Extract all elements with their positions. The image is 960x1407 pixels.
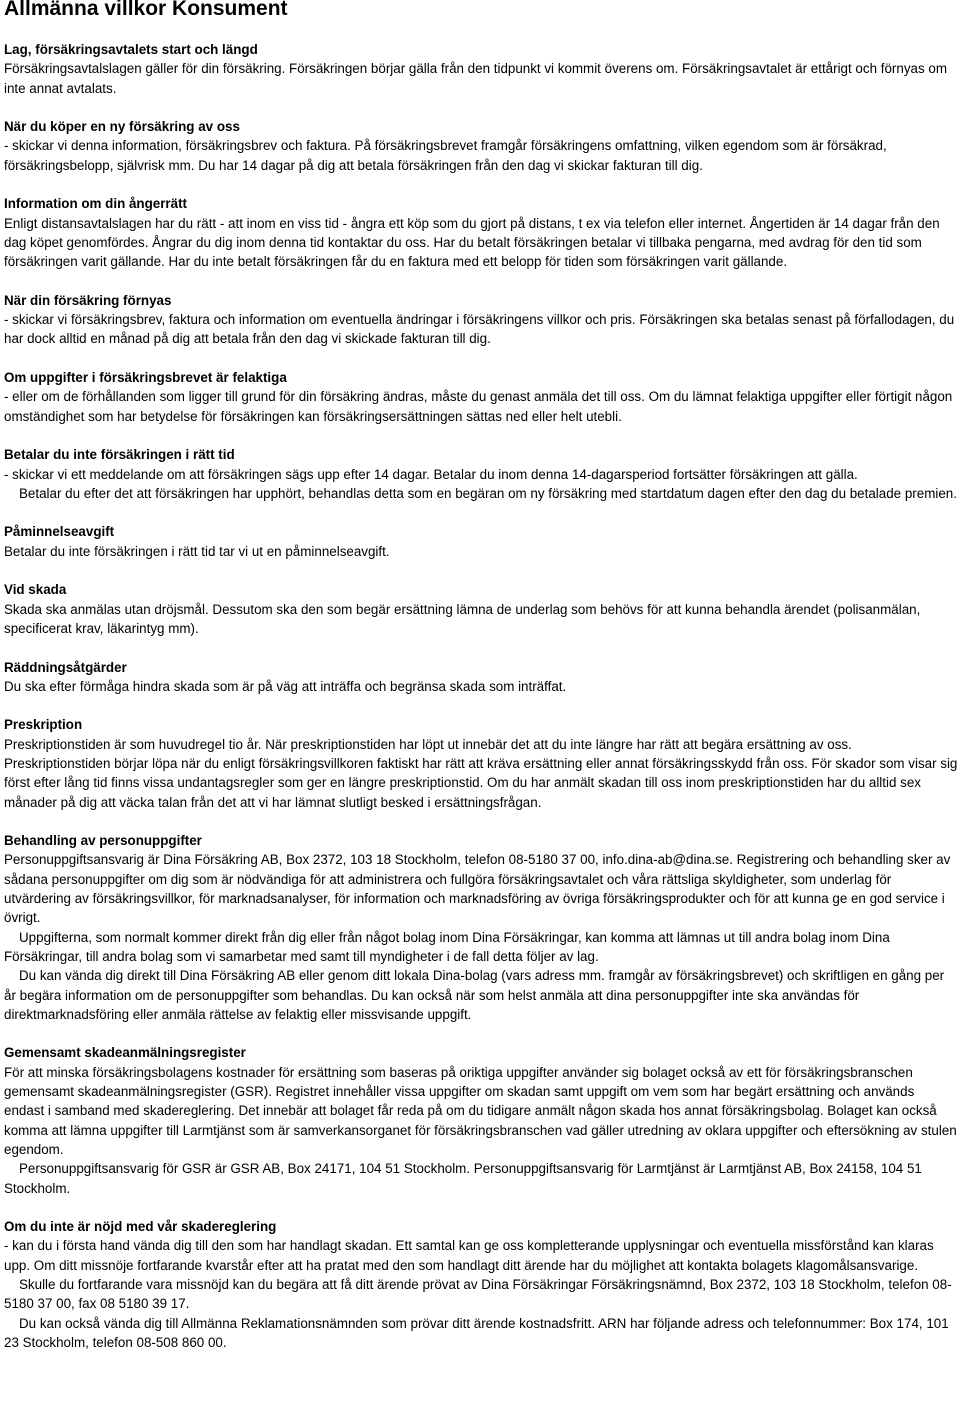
page-title: Allmänna villkor Konsument — [4, 0, 288, 20]
section-heading: Betalar du inte försäkringen i rätt tid — [4, 447, 235, 463]
section-paragraph: Du ska efter förmåga hindra skada som är på väg att inträffa och begränsa skada som inträffat. — [4, 678, 567, 694]
section-heading: Preskription — [4, 717, 83, 733]
section-paragraph: Personuppgiftsansvarig för GSR är GSR AB, Box 24171, 104 51 Stockholm. Personuppgiftsansvarig för Larmtjänst är Larmtjänst AB, Box 24158, 104 51 Stockholm. — [4, 1161, 922, 1196]
section-heading: Behandling av personuppgifter — [4, 833, 202, 849]
section-heading: När din försäkring förnyas — [4, 292, 172, 308]
section-paragraph: Uppgifterna, som normalt kommer direkt från dig eller från något bolag inom Dina Försäkringar, kan komma att lämnas ut till andra bolag inom Dina Försäkringar, till andra bolag som vi samarbetar med samt till myndigheter i de fall detta följer av lag. — [4, 929, 890, 964]
section-paragraph: Personuppgiftsansvarig är Dina Försäkring AB, Box 2372, 103 18 Stockholm, telefon 08-5180 37 00, info.dina-ab@dina.se. Registrering och behandling sker av sådana personuppgifter om dig som är nödvändiga för att administrera och fullgöra försäkringsavtalet och våra rättsliga skyldigheter, som underlag för utvärdering av försäkringsvillkor, för marknadsanalyser, för information och marknadsföring av övriga försäkringsprodukter och för att kunna ge en god service i övrigt. — [4, 852, 951, 926]
section-paragraph: Preskriptionstiden är som huvudregel tio år. När preskriptionstiden har löpt ut innebär det att du inte längre har rätt att begära ersättning av oss. Preskriptionstiden börjar löpa när du enligt försäkringsvillkoren faktiskt har rätt att kräva ersättning eller annat försäkringsskydd från oss. För skador som visar sig först efter lång tid finns vissa undantagsregler som ger en längre preskriptionstid. Om du har anmält skadan till oss inom preskriptionstiden har du alltid sex månader på dig att väcka talan från det att vi har lämnat slutligt besked i ersättningsfrågan. — [4, 736, 958, 810]
section-skadeanmalningsregister — [4, 1043, 958, 1197]
section-heading: Påminnelseavgift — [4, 524, 115, 540]
section-paragraph: Skulle du fortfarande vara missnöjd kan du begära att få ditt ärende prövat av Dina Försäkringar Försäkringsnämnd, Box 2372, 103 18 Stockholm, telefon 08-5180 37 00, fax 08 5180 39 17. — [4, 1277, 952, 1312]
section-angerratt — [4, 194, 958, 271]
section-heading: Lag, försäkringsavtalets start och längd — [4, 42, 258, 57]
document-body — [4, 40, 958, 1371]
section-ny-forsakring — [4, 117, 958, 175]
section-paragraph: Du kan också vända dig till Allmänna Reklamationsnämnden som prövar ditt ärende kostnadsfritt. ARN har följande adress och telefonnummer: Box 174, 101 23 Stockholm, telefon 08-508 860 00. — [4, 1315, 949, 1350]
section-betalning-ratt-tid — [4, 445, 958, 503]
section-paragraph: - skickar vi ett meddelande om att försäkringen sägs upp efter 14 dagar. Betalar du inom denna 14-dagarsperiod fortsätter försäkringen att gälla. — [4, 466, 858, 482]
section-fornyelse — [4, 291, 958, 349]
section-paragraph: Betalar du efter det att försäkringen har upphört, behandlas detta som en begäran om ny försäkring med startdatum dagen efter den dag du betalade premien. — [19, 485, 957, 501]
section-felaktiga-uppgifter — [4, 368, 958, 426]
section-paragraph: Betalar du inte försäkringen i rätt tid tar vi ut en påminnelseavgift. — [4, 543, 390, 559]
section-personuppgifter — [4, 831, 958, 1024]
section-skadereglering-missnoje — [4, 1217, 958, 1352]
section-preskription — [4, 715, 958, 811]
section-raddningsatgarder — [4, 658, 958, 697]
section-paragraph: För att minska försäkringsbolagens kostnader för ersättning som baseras på oriktiga uppgifter använder sig bolaget också av ett för försäkringsbranschen gemensamt skadeanmälningsregister (GSR). Registret innehåller vissa uppgifter om skadan samt uppgift om vem som har begärt ersättning och används endast i samband med skadereglering. Det innebär att bolaget får reda på om du tidigare anmält någon skada hos annat försäkringsbolag. Bolaget kan också komma att lämna uppgifter till Larmtjänst som är samverkansorganet för försäkringsbranschen vad gäller utredning av oklara uppgifter och eftersökning av stulen egendom. — [4, 1064, 957, 1157]
section-vid-skada — [4, 580, 958, 638]
section-paragraph: Du kan vända dig direkt till Dina Försäkring AB eller genom ditt lokala Dina-bolag (vars adress mm. framgår av försäkringsbrevet) och skriftligen en gång per år begära information om de personuppgifter som behandlas. Du kan också när som helst anmäla att dina personuppgifter inte ska användas för direktmarknadsföring eller anmäla rättelse av felaktig eller missvisande uppgift. — [4, 968, 945, 1022]
section-heading: Räddningsåtgärder — [4, 659, 127, 675]
section-lag-start-langd — [4, 40, 958, 98]
section-paragraph: Skada ska anmälas utan dröjsmål. Dessutom ska den som begär ersättning lämna de underlag som behövs för att kunna behandla ärendet (polisanmälan, specificerat krav, läkarintyg mm). — [4, 601, 921, 636]
section-heading: Information om din ångerrätt — [4, 196, 188, 212]
section-heading: Vid skada — [4, 582, 67, 598]
section-paragraph: - skickar vi denna information, försäkringsbrev och faktura. På försäkringsbrevet framgår försäkringens omfattning, vilken egendom som är försäkrad, försäkringsbelopp, självrisk mm. Du har 14 dagar på dig att betala försäkringen från den dag vi skickar fakturan till dig. — [4, 138, 887, 173]
section-paragraph: - skickar vi försäkringsbrev, faktura och information om eventuella ändringar i försäkringens villkor och pris. Försäkringen ska betalas senast på förfallodagen, du har dock alltid en månad på dig att betala från den dag vi skickade fakturan till dig. — [4, 312, 955, 347]
section-heading: Om du inte är nöjd med vår skadereglering — [4, 1219, 277, 1235]
section-heading: När du köper en ny försäkring av oss — [4, 119, 240, 135]
section-paminnelseavgift — [4, 522, 958, 561]
section-paragraph: Enligt distansavtalslagen har du rätt - att inom en viss tid - ångra ett köp som du gjort på distans, t ex via telefon eller internet. Ångertiden är 14 dagar från den dag köpet genomfördes. Ångrar du dig inom denna tid kontaktar du oss. Har du betalt försäkringen betalar vi tillbaka pengarna, med avdrag för den tid som försäkringen varit gällande. Har du inte betalt försäkringen får du en faktura med ett belopp för tiden som försäkringen varit gällande. — [4, 215, 940, 270]
section-heading: Gemensamt skadeanmälningsregister — [4, 1045, 246, 1061]
section-heading: Om uppgifter i försäkringsbrevet är felaktiga — [4, 370, 287, 386]
section-paragraph: Försäkringsavtalslagen gäller för din försäkring. Försäkringen börjar gälla från den tidpunkt vi kommit överens om. Försäkringsavtalet är ettårigt och förnyas om inte annat avtalats. — [4, 61, 947, 96]
section-paragraph: - eller om de förhållanden som ligger till grund för din försäkring ändras, måste du genast anmäla det till oss. Om du lämnat felaktiga uppgifter eller förtigit någon omständighet som har betydelse för försäkringen kan försäkringsersättningen sättas ned eller helt utebli. — [4, 389, 953, 424]
section-paragraph: - kan du i första hand vända dig till den som har handlagt skadan. Ett samtal kan ge oss kompletterande upplysningar och eventuella missförstånd kan klaras upp. Om ditt missnöje fortfarande kvarstår efter att ha pratat med den som handlagt ditt ärende har du möjlighet att kontakta bolagets klagomålsansvarige. — [4, 1238, 934, 1273]
